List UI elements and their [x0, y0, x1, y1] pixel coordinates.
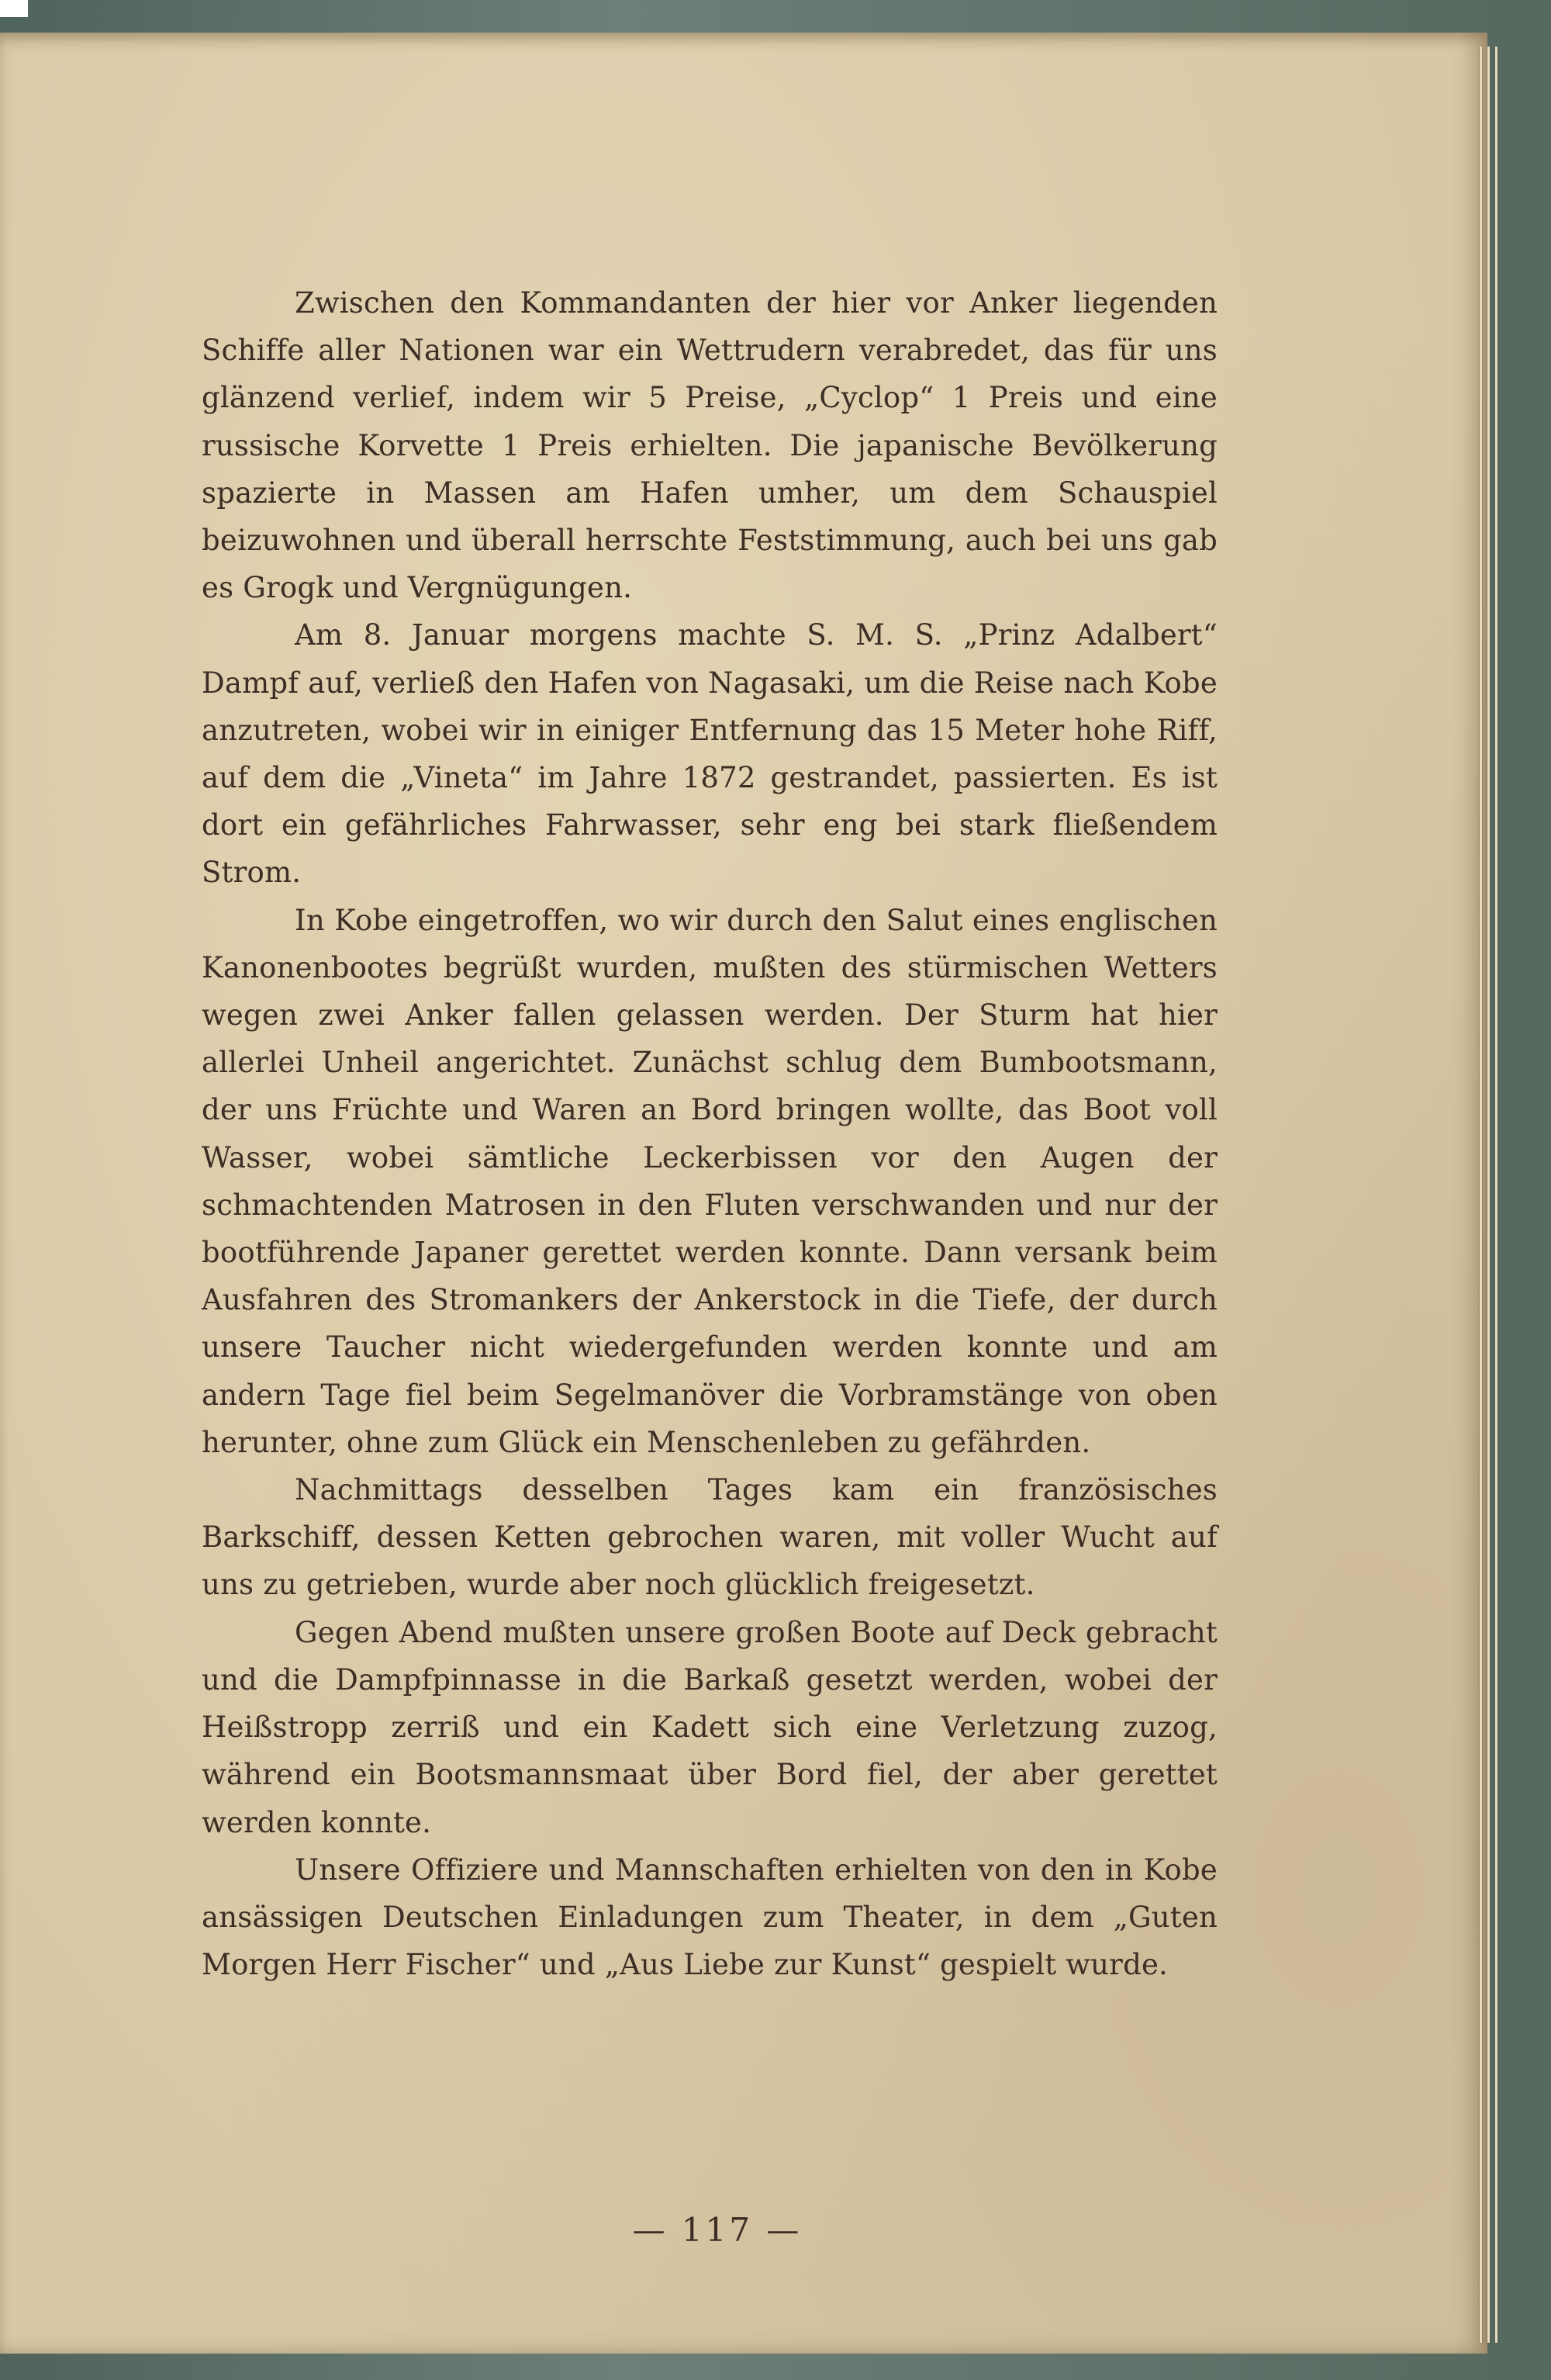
- paragraph-6: Unsere Offiziere und Mannschaften erhielten von den in Kobe ansässigen Deutschen Einladungen zum Theater, in dem „Guten Morgen Herr Fischer“ und „Aus Liebe zur Kunst“ gespielt wurde.: [202, 1852, 1218, 1982]
- body-text: [202, 279, 1218, 1988]
- page-edge-line: [1495, 47, 1497, 2343]
- scan-corner-marker: [0, 0, 28, 17]
- book-page: [0, 33, 1487, 2354]
- paragraph-2: Am 8. Januar morgens machte S. M. S. „Prinz Adalbert“ Dampf auf, verließ den Hafen von Nagasaki, um die Reise nach Kobe anzutreten, wobei wir in einiger Entfernung das 15 Meter hohe Riff, auf dem die „Vineta“ im Jahre 1872 gestrandet, passierten. Es ist dort ein gefährliches Fahrwasser, sehr eng bei stark fließendem Strom.: [202, 618, 1218, 890]
- paragraph-3: In Kobe eingetroffen, wo wir durch den Salut eines englischen Kanonenbootes begrüßt wurden, mußten des stürmischen Wetters wegen zwei Anker fallen gelassen werden. Der Sturm hat hier allerlei Unheil angerichtet. Zunächst schlug dem Bumbootsmann, der uns Früchte und Waren an Bord bringen wollte, das Boot voll Wasser, wobei sämtliche Leckerbissen vor den Augen der schmachtenden Matrosen in den Fluten verschwanden und nur der bootführende Japaner gerettet werden konnte. Dann versank beim Ausfahren des Stromankers der Ankerstock in die Tiefe, der durch unsere Taucher nicht wiedergefunden werden konnte und am andern Tage fiel beim Segelmanöver die Vorbramstänge von oben herunter, ohne zum Glück ein Menschenleben zu gefährden.: [202, 903, 1218, 1459]
- page-number: — 117 —: [632, 2211, 803, 2249]
- page-edge-line: [1487, 47, 1490, 2343]
- paragraph-5: Gegen Abend mußten unsere großen Boote auf Deck gebracht und die Dampfpinnasse in die Barkaß gesetzt werden, wobei der Heißstropp zerriß und ein Kadett sich eine Verletzung zuzog, während ein Bootsmannsmaat über Bord fiel, der aber gerettet werden konnte.: [202, 1615, 1218, 1839]
- paragraph-1: Zwischen den Kommandanten der hier vor Anker liegenden Schiffe aller Nationen war ein Wettrudern verabredet, das für uns glänzend verlief, indem wir 5 Preise, „Cyclop“ 1 Preis und eine russische Korvette 1 Preis erhielten. Die japanische Bevölkerung spazierte in Massen am Hafen umher, um dem Schauspiel beizuwohnen und überall herrschte Feststimmung, auch bei uns gab es Grogk und Vergnügungen.: [202, 286, 1218, 605]
- page-edge-line: [1480, 47, 1482, 2343]
- paragraph-4: Nachmittags desselben Tages kam ein französisches Barkschiff, dessen Ketten gebrochen waren, mit voller Wucht auf uns zu getrieben, wurde aber noch glücklich freigesetzt.: [202, 1473, 1218, 1602]
